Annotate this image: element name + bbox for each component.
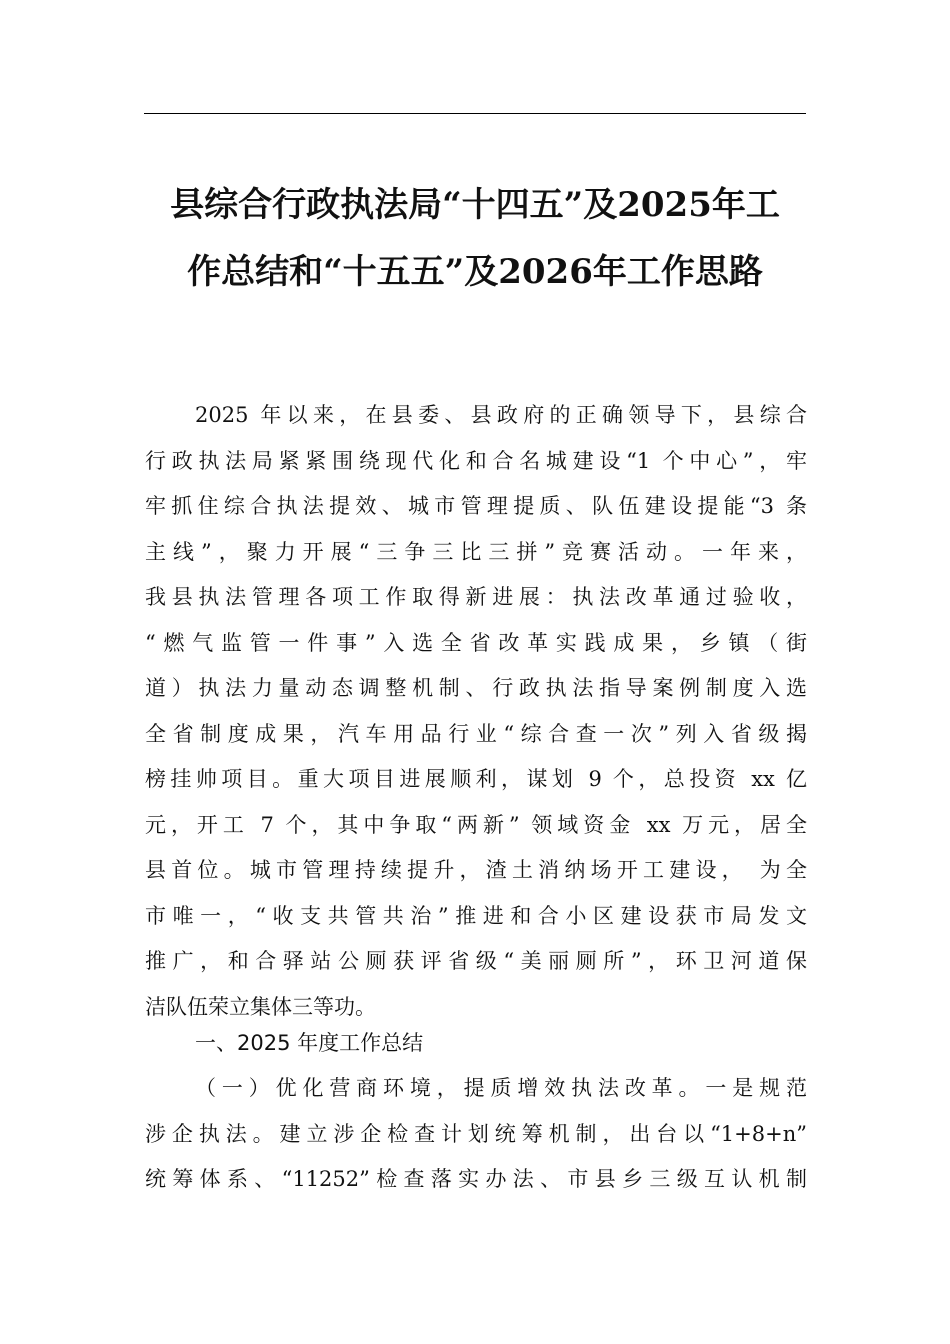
paragraph-line: 涉企执法。建立涉企检查计划统筹机制，出台以“1+8+n”	[145, 1121, 807, 1146]
title-line-2: 作总结和“十五五”及2026年工作思路	[187, 252, 763, 292]
paragraph-line: “燃气监管一件事”入选全省改革实践成果，乡镇（街	[145, 630, 807, 655]
intro-paragraph	[145, 393, 807, 1030]
paragraph-line: 推广，和合驿站公厕获评省级“美丽厕所”，环卫河道保	[145, 949, 807, 973]
paragraph-line: 行政执法局紧紧围绕现代化和合名城建设“1 个中心”，牢	[145, 448, 807, 473]
paragraph-line: 2025 年以来，在县委、县政府的正确领导下，县综合	[195, 403, 807, 427]
paragraph-line: 全省制度成果，汽车用品行业“综合查一次”列入省级揭	[145, 721, 807, 746]
paragraph-line: 道）执法力量动态调整机制、行政执法指导案例制度入选	[145, 676, 807, 700]
paragraph-line: 市唯一，“收支共管共治”推进和合小区建设获市局发文	[145, 903, 807, 928]
paragraph-line: （一）优化营商环境，提质增效执法改革。一是规范	[195, 1076, 807, 1100]
paragraph-line: 我县执法管理各项工作取得新进展：执法改革通过验收，	[145, 585, 807, 609]
header-rule	[144, 113, 806, 114]
section-heading: 一、2025 年度工作总结	[195, 1031, 424, 1055]
paragraph-line: 元，开工 7 个，其中争取“两新” 领域资金 xx 万元，居全	[145, 812, 807, 837]
paragraph-line: 牢抓住综合执法提效、城市管理提质、队伍建设提能“3 条	[145, 494, 807, 518]
paragraph-line: 洁队伍荣立集体三等功。	[145, 994, 376, 1019]
paragraph-line: 榜挂帅项目。重大项目进展顺利，谋划 9 个，总投资 xx 亿	[145, 767, 807, 791]
subsection-paragraph	[145, 1066, 807, 1203]
paragraph-line: 统筹体系、“11252”检查落实办法、市县乡三级互认机制	[145, 1167, 807, 1191]
title-line-1: 县综合行政执法局“十四五”及2025年工	[170, 185, 780, 225]
document-title	[140, 172, 810, 306]
paragraph-line: 主线”，聚力开展“三争三比三拼”竞赛活动。一年来，	[145, 539, 807, 564]
paragraph-line: 县首位。城市管理持续提升，渣土消纳场开工建设， 为全	[145, 858, 807, 882]
